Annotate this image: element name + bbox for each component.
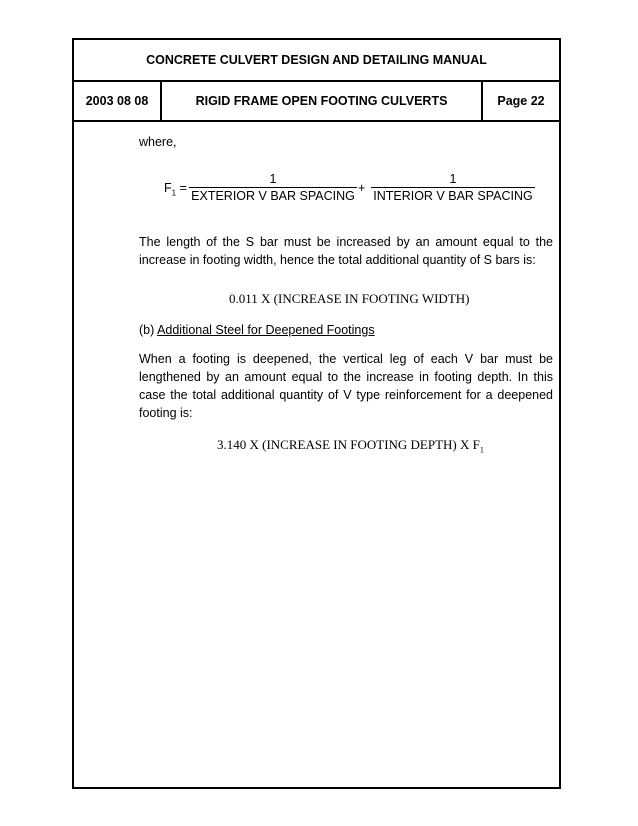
- subsection-heading: [139, 321, 553, 339]
- manual-title: CONCRETE CULVERT DESIGN AND DETAILING MANUAL: [74, 40, 559, 82]
- fraction-exterior-numerator: 1: [269, 172, 277, 186]
- header-row: [74, 82, 559, 122]
- subsection-title: Additional Steel for Deepened Footings: [157, 323, 375, 337]
- f1-symbol: F: [164, 181, 172, 195]
- equation-v-bar: [217, 437, 484, 455]
- formula-plus: +: [358, 181, 366, 195]
- header-date: 2003 08 08: [74, 82, 162, 120]
- section-title: RIGID FRAME OPEN FOOTING CULVERTS: [162, 82, 483, 120]
- f1-equals: =: [179, 181, 187, 195]
- fraction-interior: [371, 172, 535, 204]
- fraction-interior-denominator: INTERIOR V BAR SPACING: [373, 189, 533, 203]
- fraction-exterior: [189, 172, 357, 204]
- f1-subscript: 1: [171, 188, 177, 198]
- page-number: Page 22: [497, 94, 545, 108]
- subsection-prefix: (b): [139, 323, 158, 337]
- formula-f1-lhs: [164, 181, 187, 198]
- equation-v-bar-subscript: 1: [479, 445, 484, 455]
- paragraph-v-bar: When a footing is deepened, the vertical leg of each V bar must be lengthened by an amount equal to the increase in footing depth. In this case the total additional quantity of V type reinforcement for a deepened footing is:: [139, 352, 553, 420]
- fraction-interior-numerator: 1: [449, 172, 457, 186]
- fraction-exterior-denominator: EXTERIOR V BAR SPACING: [191, 189, 355, 203]
- where-label: where,: [139, 135, 177, 149]
- paragraph-s-bar: The length of the S bar must be increased by an amount equal to the increase in footing width, hence the total additional quantity of S bars is:: [139, 235, 553, 267]
- equation-s-bar: 0.011 X (INCREASE IN FOOTING WIDTH): [229, 291, 470, 306]
- equation-v-bar-main: 3.140 X (INCREASE IN FOOTING DEPTH) X F: [217, 437, 480, 452]
